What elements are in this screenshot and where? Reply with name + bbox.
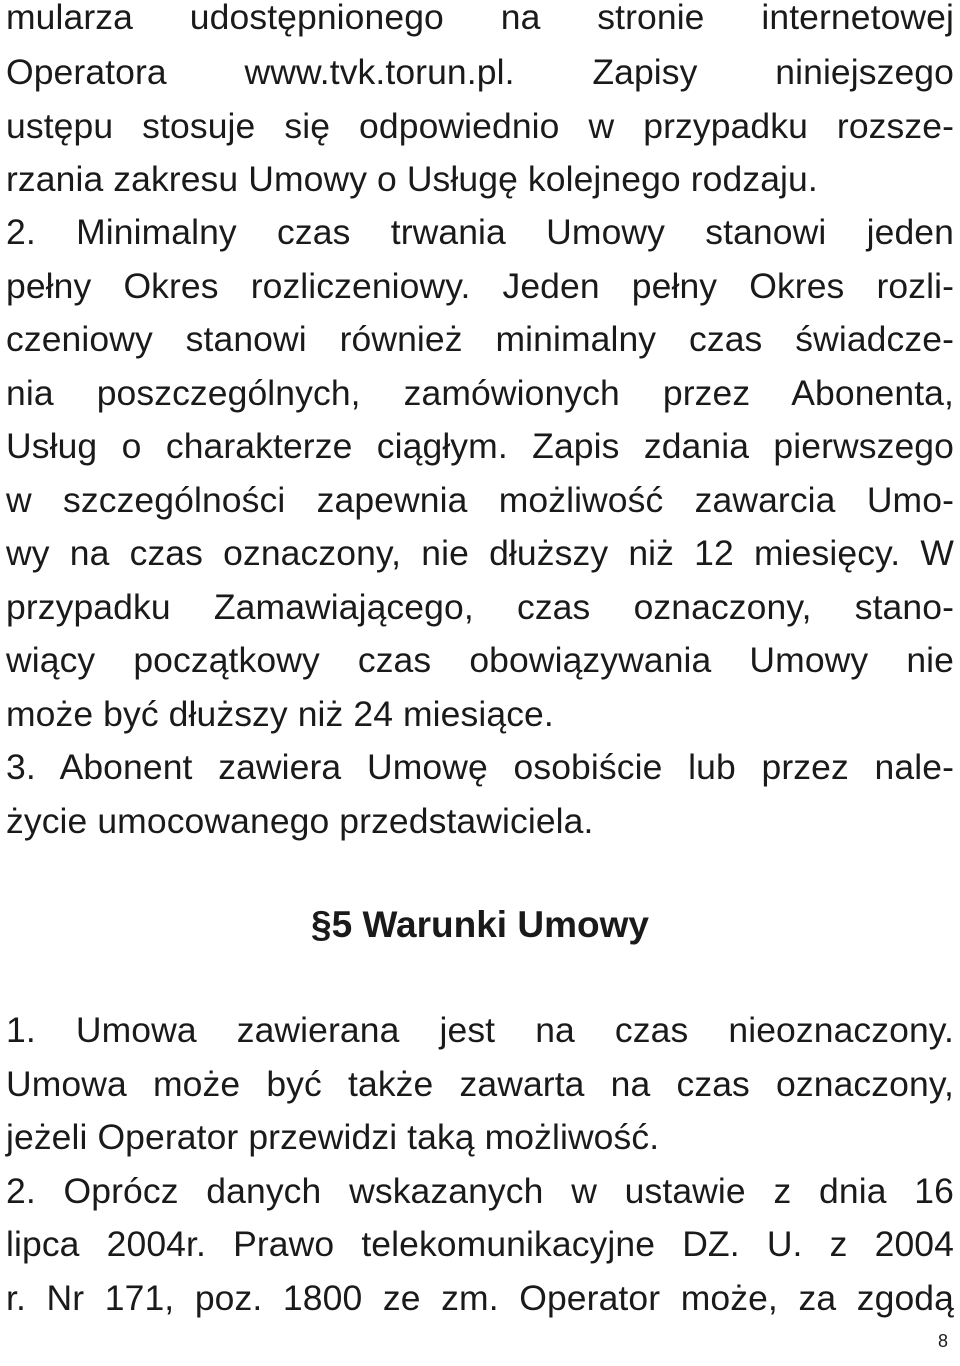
text-line: Umowa może być także zawarta na czas oznaczony, [6, 1064, 954, 1104]
section-heading: §5 Warunki Umowy [311, 904, 649, 945]
text-line: wy na czas oznaczony, nie dłuższy niż 12 miesięcy. W [6, 533, 954, 573]
text-line: może być dłuższy niż 24 miesiące. [6, 694, 554, 734]
text-line: 2. Minimalny czas trwania Umowy stanowi jeden [6, 212, 954, 252]
text-line: r. Nr 171, poz. 1800 ze zm. Operator może, za zgodą [6, 1278, 954, 1318]
text-line: 2. Oprócz danych wskazanych w ustawie z dnia 16 [6, 1171, 954, 1211]
text-line: 3. Abonent zawiera Umowę osobiście lub przez nale- [6, 747, 954, 787]
text-line: ustępu stosuje się odpowiednio w przypadku rozsze- [6, 106, 954, 146]
text-line: lipca 2004r. Prawo telekomunikacyjne DZ. U. z 2004 [6, 1224, 954, 1264]
page-number: 8 [937, 1331, 948, 1351]
text-line: 1. Umowa zawierana jest na czas nieoznaczony. [6, 1010, 954, 1050]
text-line: Operatora www.tvk.torun.pl. Zapisy niniejszego [6, 52, 954, 92]
text-line: wiący początkowy czas obowiązywania Umowy nie [6, 640, 954, 680]
text-line: przypadku Zamawiającego, czas oznaczony, stano- [6, 587, 954, 627]
text-line: życie umocowanego przedstawiciela. [6, 801, 594, 841]
text-line: nia poszczególnych, zamówionych przez Abonenta, [6, 373, 954, 413]
text-line: jeżeli Operator przewidzi taką możliwość. [6, 1117, 660, 1157]
text-line: pełny Okres rozliczeniowy. Jeden pełny Okres rozli- [6, 266, 954, 306]
text-line: rzania zakresu Umowy o Usługę kolejnego rodzaju. [6, 159, 818, 199]
text-line: czeniowy stanowi również minimalny czas świadcze- [6, 319, 954, 359]
text-line: w szczególności zapewnia możliwość zawarcia Umo- [6, 480, 954, 520]
text-line: mularza udostępnionego na stronie internetowej [6, 0, 954, 37]
text-line: Usług o charakterze ciągłym. Zapis zdania pierwszego [6, 426, 954, 466]
